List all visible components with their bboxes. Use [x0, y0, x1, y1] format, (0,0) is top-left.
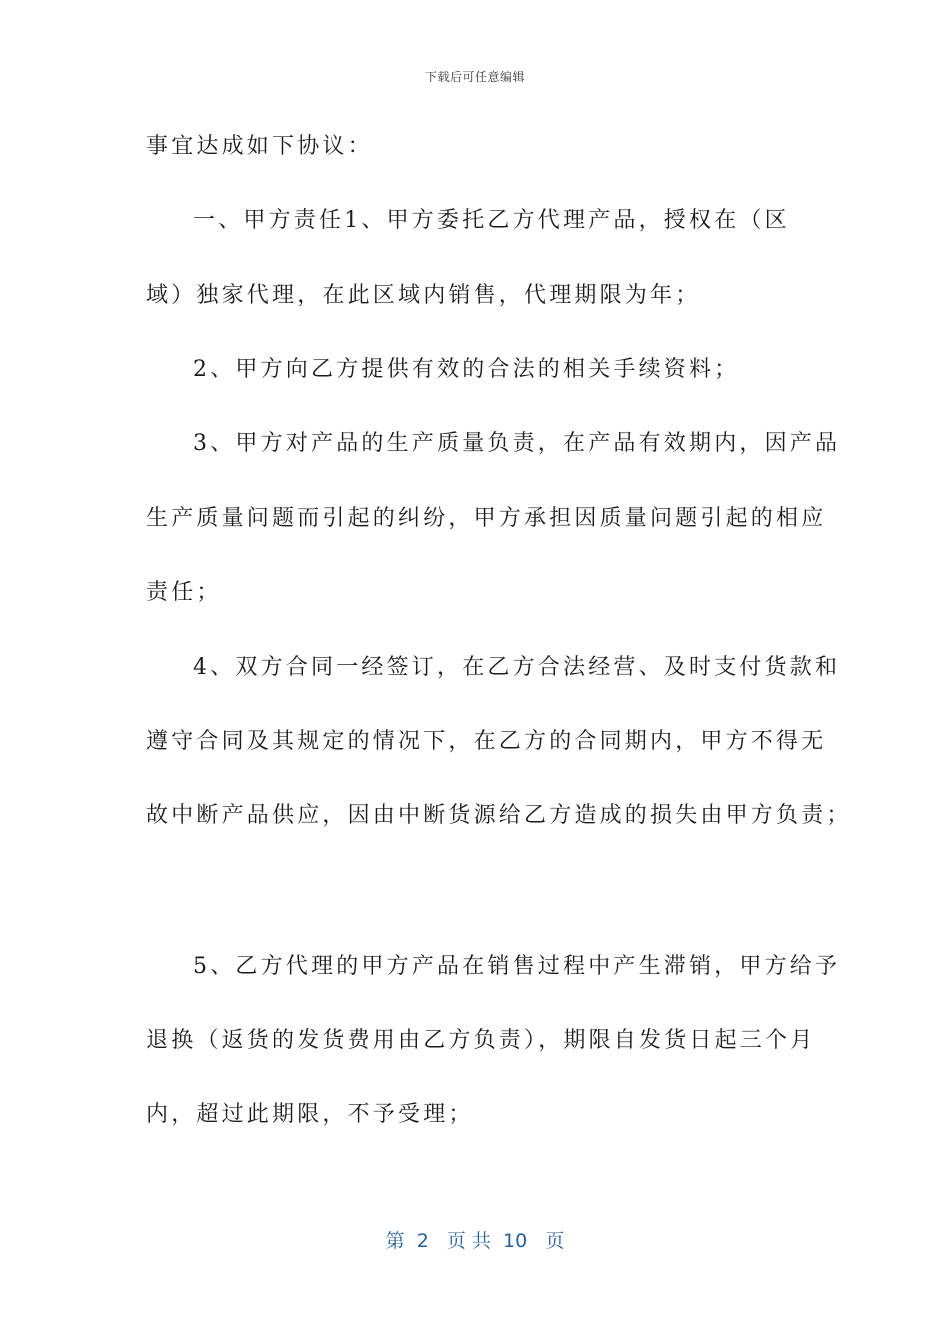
body-line-6: 生产质量问题而引起的纠纷，甲方承担因质量问题引起的相应	[146, 506, 827, 531]
page-number-footer: 第 2 页 共 10 页	[385, 1230, 565, 1252]
body-line-11: 5、乙方代理的甲方产品在销售过程中产生滞销，甲方给予	[193, 954, 841, 979]
body-line-12: 退换（返货的发货费用由乙方负责），期限自发货日起三个月	[146, 1028, 816, 1053]
body-line-1: 事宜达成如下协议：	[146, 134, 373, 159]
body-line-5: 3、甲方对产品的生产质量负责，在产品有效期内，因产品	[193, 431, 841, 456]
header-note: 下载后可任意编辑	[424, 70, 525, 84]
body-line-3: 域）独家代理，在此区域内销售，代理期限为年；	[146, 283, 701, 308]
body-line-2: 一、甲方责任1、甲方委托乙方代理产品，授权在（区	[193, 208, 790, 233]
body-line-10: 故中断产品供应，因由中断货源给乙方造成的损失由甲方负责；	[146, 803, 852, 828]
body-line-8: 4、双方合同一经签订，在乙方合法经营、及时支付货款和	[193, 655, 841, 680]
body-line-7: 责任；	[146, 580, 222, 605]
body-line-13: 内，超过此期限，不予受理；	[146, 1102, 474, 1127]
body-line-4: 2、甲方向乙方提供有效的合法的相关手续资料；	[193, 357, 740, 382]
body-line-9: 遵守合同及其规定的情况下，在乙方的合同期内，甲方不得无	[146, 729, 827, 754]
